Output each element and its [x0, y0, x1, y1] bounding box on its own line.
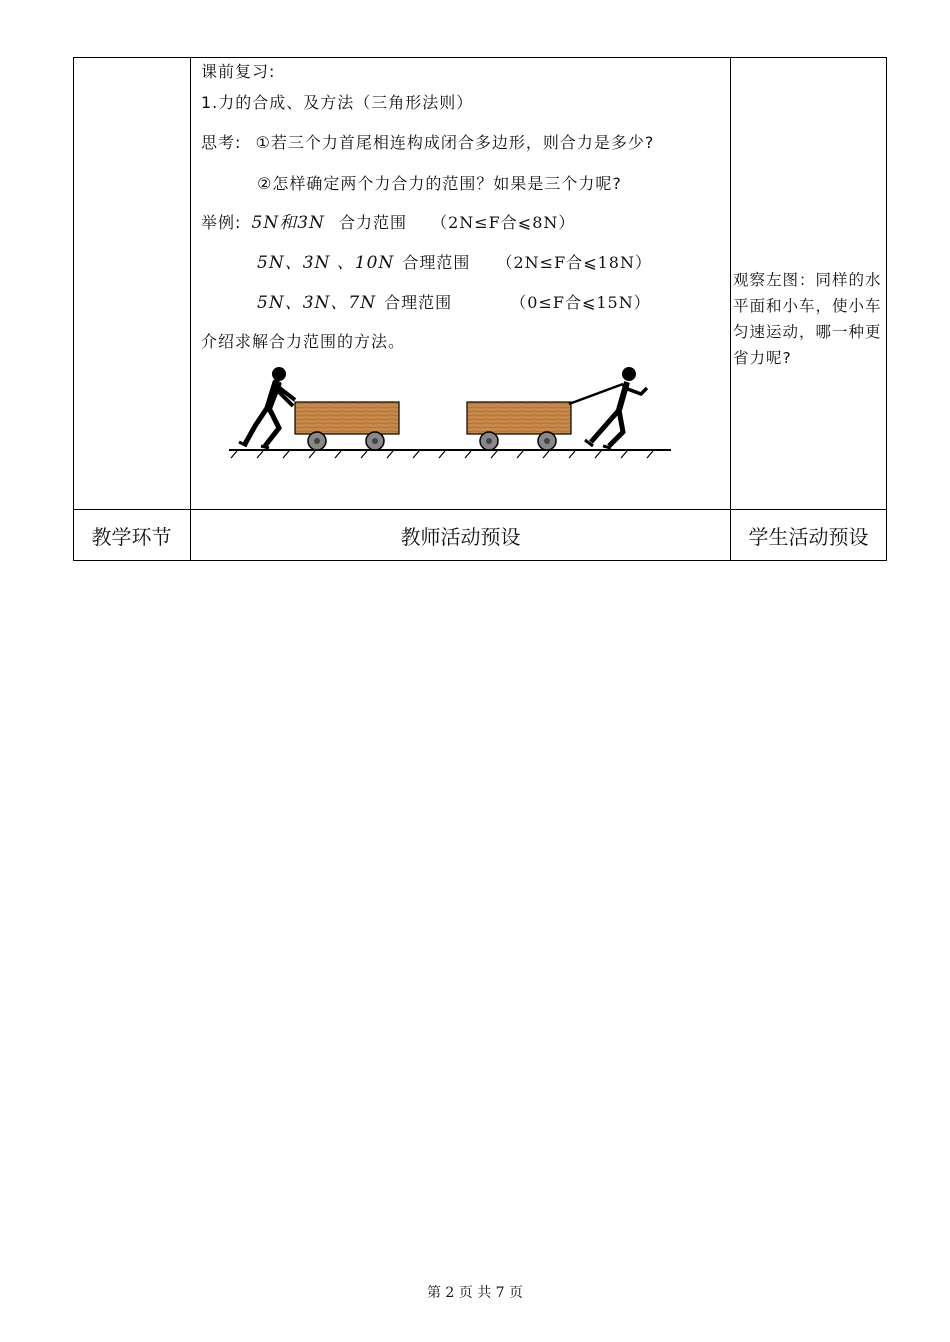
- header-student-activity: 学生活动预设: [748, 524, 869, 549]
- example-range-label: 合理范围: [402, 253, 471, 272]
- review-item-1: 1.力的合成、及方法（三角形法则）: [201, 93, 474, 112]
- lesson-table: [73, 57, 887, 561]
- right-cart: [467, 384, 623, 450]
- think-question-1: ①若三个力首尾相连构成闭合多边形，则合力是多少?: [255, 133, 655, 152]
- ground: [229, 450, 671, 458]
- page-footer: 第 2 页 共 7 页: [426, 1285, 524, 1301]
- teacher-activity-cell: [191, 57, 731, 509]
- think-line-1: [201, 130, 654, 153]
- pushing-man: [239, 367, 295, 448]
- example-label: 举例:: [201, 213, 242, 232]
- example-range: （2N≤F合⩽8N）: [431, 213, 576, 232]
- example-range-label: 合力范围: [338, 213, 407, 232]
- table-left-border: [73, 57, 74, 561]
- pulling-man: [585, 367, 647, 448]
- header-teacher-activity: 教师活动预设: [400, 524, 521, 549]
- example-line-2: [257, 248, 652, 273]
- header-teaching-stage: 教学环节: [91, 524, 172, 549]
- think-question-2: ②怎样确定两个力合力的范围？如果是三个力呢?: [257, 174, 622, 193]
- example-range: （2N≤F合⩽18N）: [496, 253, 652, 272]
- intro-text: 介绍求解合力范围的方法。: [201, 332, 406, 351]
- example-line-3: [257, 288, 651, 313]
- left-cart: [295, 402, 399, 450]
- student-observation-note: 观察左图：同样的水平面和小车，使小车匀速运动，哪一种更省力呢?: [733, 271, 882, 367]
- example-range-label: 合理范围: [384, 293, 453, 312]
- example-forces: 5N、3N 、10N: [257, 253, 395, 273]
- example-line-1: [201, 208, 575, 233]
- review-title: 课前复习:: [201, 62, 276, 81]
- example-forces: 5N和3N: [251, 213, 325, 233]
- think-label: 思考:: [201, 133, 242, 152]
- example-forces: 5N、3N、7N: [257, 293, 377, 313]
- push-pull-cart-illustration: [229, 362, 679, 462]
- example-range: （0≤F合⩽15N）: [510, 293, 651, 312]
